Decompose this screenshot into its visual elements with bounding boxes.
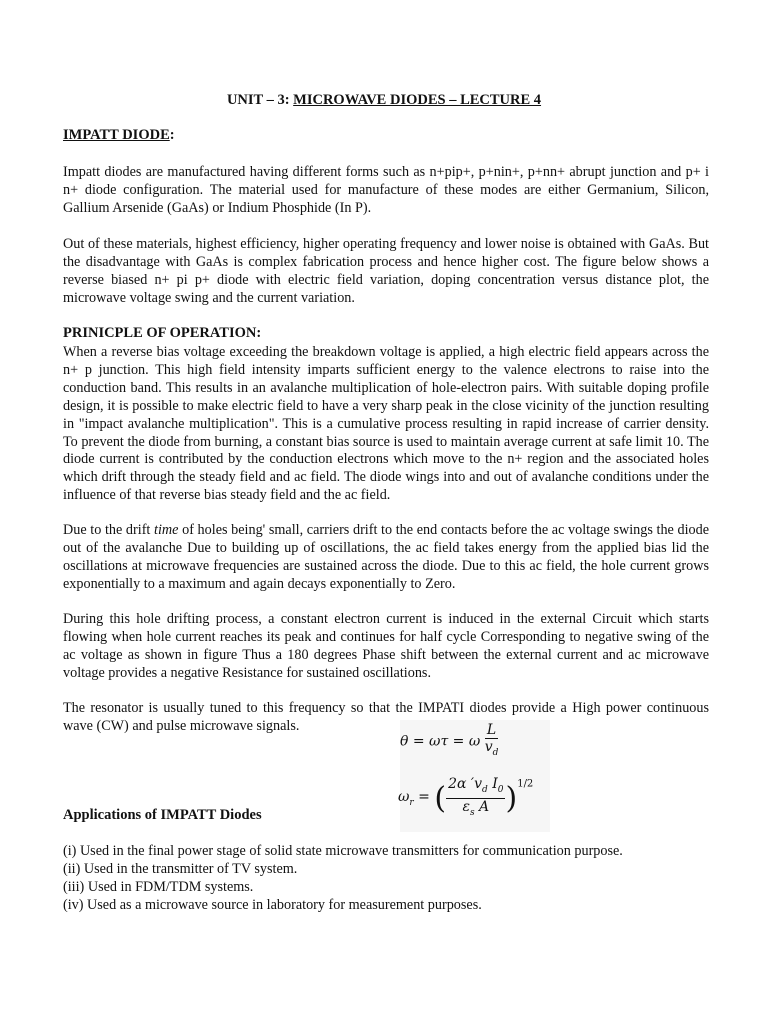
drift-text-italic: time [154,522,179,538]
section-heading-colon: : [169,127,175,143]
list-item: (i) Used in the final power stage of solid state microwave transmitters for communication purpose. [63,843,623,859]
title-main: MICROWAVE DIODES – LECTURE 4 [293,92,542,108]
paragraph-materials: Out of these materials, highest efficiency, higher operating frequency and lower noise is obtained with GaAs. But the disadvantage with GaAs is complex fabrication process and hence higher cost. The figure below shows a reverse biased n+ pi p+ diode with electric field variation, doping concentration versus distance plot, the microwave voltage swing and the current variation. [63,236,709,306]
formula-theta-fraction: $\frac{L}{v_d}$ [484,722,499,758]
paragraph-resonator: The resonator is usually tuned to this frequency so that the IMPATI diodes provide a High power continuous wave (CW) and pulse microwave signals. [63,700,709,734]
paragraph-hole-drifting: During this hole drifting process, a constant electron current is induced in the external Circuit which starts flowing when hole current reaches its peak and continues for half cycle Corresponding to negative swing of the ac voltage as shown in figure Thus a 180 degrees Phase shift between the external current and ac microwave voltage provides a negative Resistance for sustained oscillations. [63,611,709,681]
title-prefix: UNIT – 3: [226,92,294,108]
list-item: (iii) Used in FDM/TDM systems. [63,878,254,895]
applications-list [63,843,623,915]
formula-omega-r: $\omega_r$ = ( $\frac{2\alpha 'v_d I_0}{\varepsilon_s A}$ )$^{1/2}$ [398,776,533,821]
formula-theta: θ = ωτ = ω $\frac{L}{v_d}$ [400,722,498,761]
drift-text-b: of holes being' small, carriers drift to the end contacts before the ac voltage swings the diode out of the avalanche Due to building up of oscillations, the ac field takes energy from the applied bias lid the oscillations at microwave frequencies are sustained across the diode. Due to this ac field, the hole current grows exponentially to a maximum and again decays exponentially to Zero. [63,522,709,592]
list-item: (ii) Used in the transmitter of TV system. [63,860,298,877]
page-title [0,92,768,109]
paragraph-principle: When a reverse bias voltage exceeding the breakdown voltage is applied, a high electric field appears across the n+ p junction. This high field intensity imparts sufficient energy to the valence electrons to raise into the conduction band. This results in an avalanche multiplication of hole-electron pairs. With suitable doping profile design, it is possible to make electric field to have a very sharp peak in the close vicinity of the junction resulting in "impact avalanche multiplication". This is a cumulative process resulting in rapid increase of carrier density. To prevent the diode from burning, a constant bias source is used to maintain average current at safe limit 10. The diode current is contributed by the conduction electrons which move to the n+ region and the associated holes which drift through the steady field and ac field. The diode wings into and out of avalanche conditions under the influence of that reverse bias steady field and the ac field. [63,344,709,504]
section-heading [63,127,175,144]
formula-image [400,720,550,832]
section-heading-text: IMPATT DIODE [63,127,170,143]
drift-text-a: Due to the drift [63,522,155,538]
paragraph-intro: Impatt diodes are manufactured having different forms such as n+pip+, p+nin+, p+nn+ abrupt junction and p+ i n+ diode configuration. The material used for manufacture of these modes are either Germanium, Silicon, Gallium Arsenide (GaAs) or Indium Phosphide (In P). [63,164,709,216]
formula-omega-fraction: $\frac{2\alpha 'v_d I_0}{\varepsilon_s A}$ [448,776,504,818]
applications-heading: Applications of IMPATT Diodes [63,807,262,823]
list-item: (iv) Used as a microwave source in laboratory for measurement purposes. [63,896,482,913]
paragraph-drift [63,522,709,594]
principle-heading: PRINICPLE OF OPERATION: [63,325,262,341]
